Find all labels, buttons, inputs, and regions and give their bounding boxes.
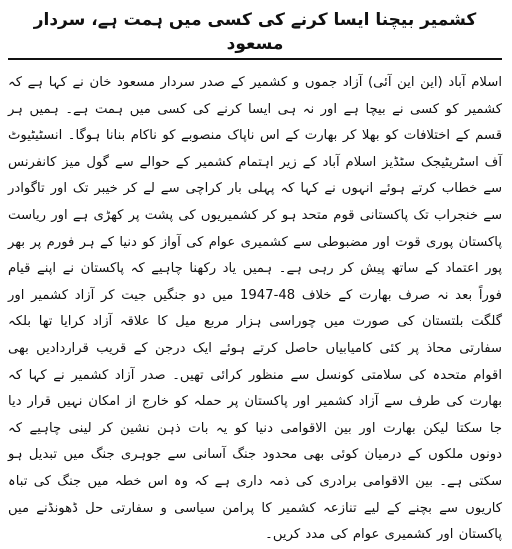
article-body: اسلام آباد (این این آئی) آزاد جموں و کشمیر کے صدر سردار مسعود خان نے کہا ہے کہ کشمیر کو کسی نے بیچا ہے اور نہ ہی ایسا کرنے کی کسی میں ہمت ہے۔ ہمیں ہر قسم کے اختلافات کو بھلا کر بھارت کے اس ناپاک منصوبے کو ناکام بنانا ہوگا۔ انسٹیٹیوٹ آف اسٹریٹیجک سٹڈیز اسلام آباد کے زیر اہتمام کشمیر کے حوالے سے گول میز کانفرنس سے خطاب کرتے ہوئے انہوں نے کہا کہ پہلی بار کراچی سے لے کر خیبر تک اور تاگوادر سے خنجراب تک پاکستانی قوم متحد ہو کر کشمیریوں کی پشت پر کھڑی ہے اور ریاست پاکستان پوری قوت اور مضبوطی سے کشمیری عوام کی آواز کو دنیا کے ہر فورم پر بھر پور اعتماد کے ساتھ پیش کر رہی ہے۔ ہمیں یاد رکھنا چاہیے کہ پاکستان نے اپنے قیام فوراً بعد نہ صرف بھارت کے خلاف 48-1947 میں دو جنگیں جیت کر آزاد کشمیر اور گلگت بلتستان کی صورت میں چوراسی ہزار مربع میل کا علاقہ آزاد کرایا تھا بلکہ سفارتی محاذ پر کئی کامیابیاں حاصل کرتے ہوئے ایک درجن کے قریب قراردادیں بھی اقوام متحدہ کی سلامتی کونسل سے منظور کرائی تھیں۔ صدر آزاد کشمیر نے کہا کہ بھارت کی طرف سے آزاد کشمیر اور پاکستان پر حملہ کو خارج از امکان نہیں قرار دیا جا سکتا لیکن بھارت اور بین الاقوامی دنیا کو یہ بات ذہن نشین کر لینی چاہیے کہ دونوں ملکوں کے درمیان کوئی بھی محدود جنگ آسانی سے جوہری جنگ میں تبدیل ہو سکتی ہے۔ بین الاقوامی برادری کی ذمہ داری ہے کہ وہ اس خطہ میں جنگ کی تباہ کاریوں سے بچنے کے لیے تنازعہ کشمیر کا پرامن سیاسی و سفارتی حل ڈھونڈنے میں پاکستان اور کشمیری عوام کی مدد کریں۔ (8, 75, 502, 543)
article-headline: کشمیر بیچنا ایسا کرنے کی کسی میں ہمت ہے، سردار مسعود (8, 8, 502, 60)
headline-container (8, 8, 502, 60)
